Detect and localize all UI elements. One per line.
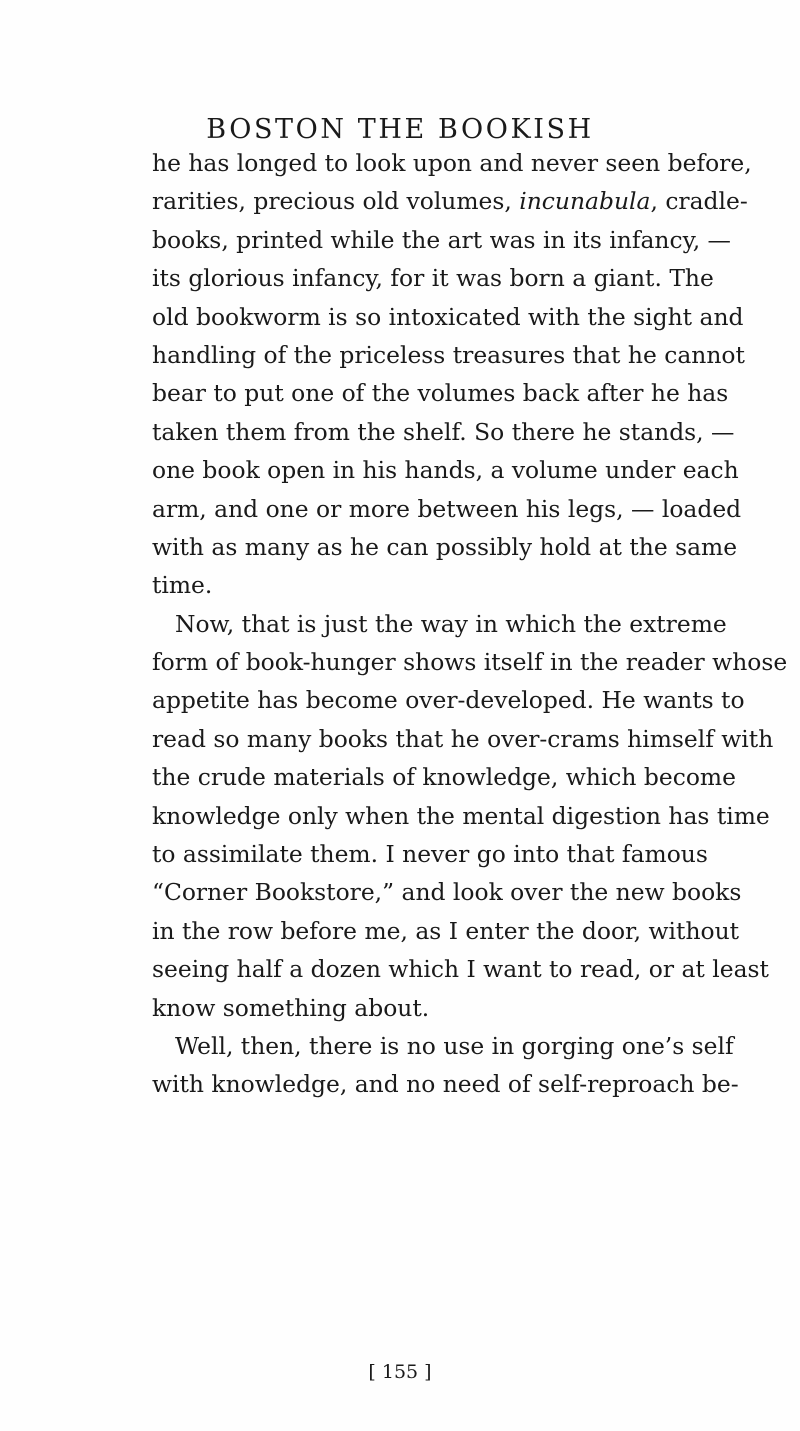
text-line-18: knowledge only when the mental digestion has time: [152, 801, 770, 830]
text-line-9: one book open in his hands, a volume under each: [152, 456, 739, 485]
text-line-2: [152, 182, 748, 220]
italic-term: incunabula: [519, 187, 651, 216]
text-line-11: with as many as he can possibly hold at the same: [152, 532, 738, 561]
text-line-17: the crude materials of knowledge, which become: [152, 763, 736, 792]
text-line-1: he has longed to look upon and never seen before,: [152, 149, 752, 177]
text-line-25: with knowledge, and no need of self-reproach be-: [152, 1070, 739, 1099]
text-line-6: handling of the priceless treasures that he cannot: [152, 340, 745, 369]
running-head: BOSTON THE BOOKISH: [206, 114, 594, 145]
text-line-5: old bookworm is so intoxicated with the sight and: [152, 302, 744, 331]
text-line-19: to assimilate them. I never go into that famous: [152, 840, 708, 869]
body-text: [152, 144, 788, 1104]
text-line-12: time.: [152, 571, 213, 600]
text-line-3: books, printed while the art was in its infancy, —: [152, 225, 731, 254]
text-line-4: its glorious infancy, for it was born a giant. The: [152, 264, 714, 293]
page-number: [ 155 ]: [368, 1361, 432, 1383]
text-line-16: read so many books that he over-crams himself with: [152, 724, 774, 753]
text-line-13: Now, that is just the way in which the extreme: [175, 609, 727, 638]
text-line-2-start: rarities, precious old volumes,: [152, 187, 520, 216]
text-line-14: form of book-hunger shows itself in the reader whose: [152, 648, 788, 677]
text-line-15: appetite has become over-developed. He wants to: [152, 686, 745, 715]
text-line-22: seeing half a dozen which I want to read, or at least: [152, 955, 769, 984]
text-line-23: know something about.: [152, 993, 430, 1022]
text-line-8: taken them from the shelf. So there he stands, —: [152, 417, 735, 446]
text-line-24: Well, then, there is no use in gorging one’s self: [175, 1031, 734, 1060]
text-line-10: arm, and one or more between his legs, — loaded: [152, 494, 742, 523]
text-line-20: “Corner Bookstore,” and look over the new books: [152, 878, 742, 907]
text-line-21: in the row before me, as I enter the door, without: [152, 916, 740, 945]
text-line-2-end: , cradle-: [650, 187, 748, 216]
text-line-7: bear to put one of the volumes back after he has: [152, 379, 729, 408]
